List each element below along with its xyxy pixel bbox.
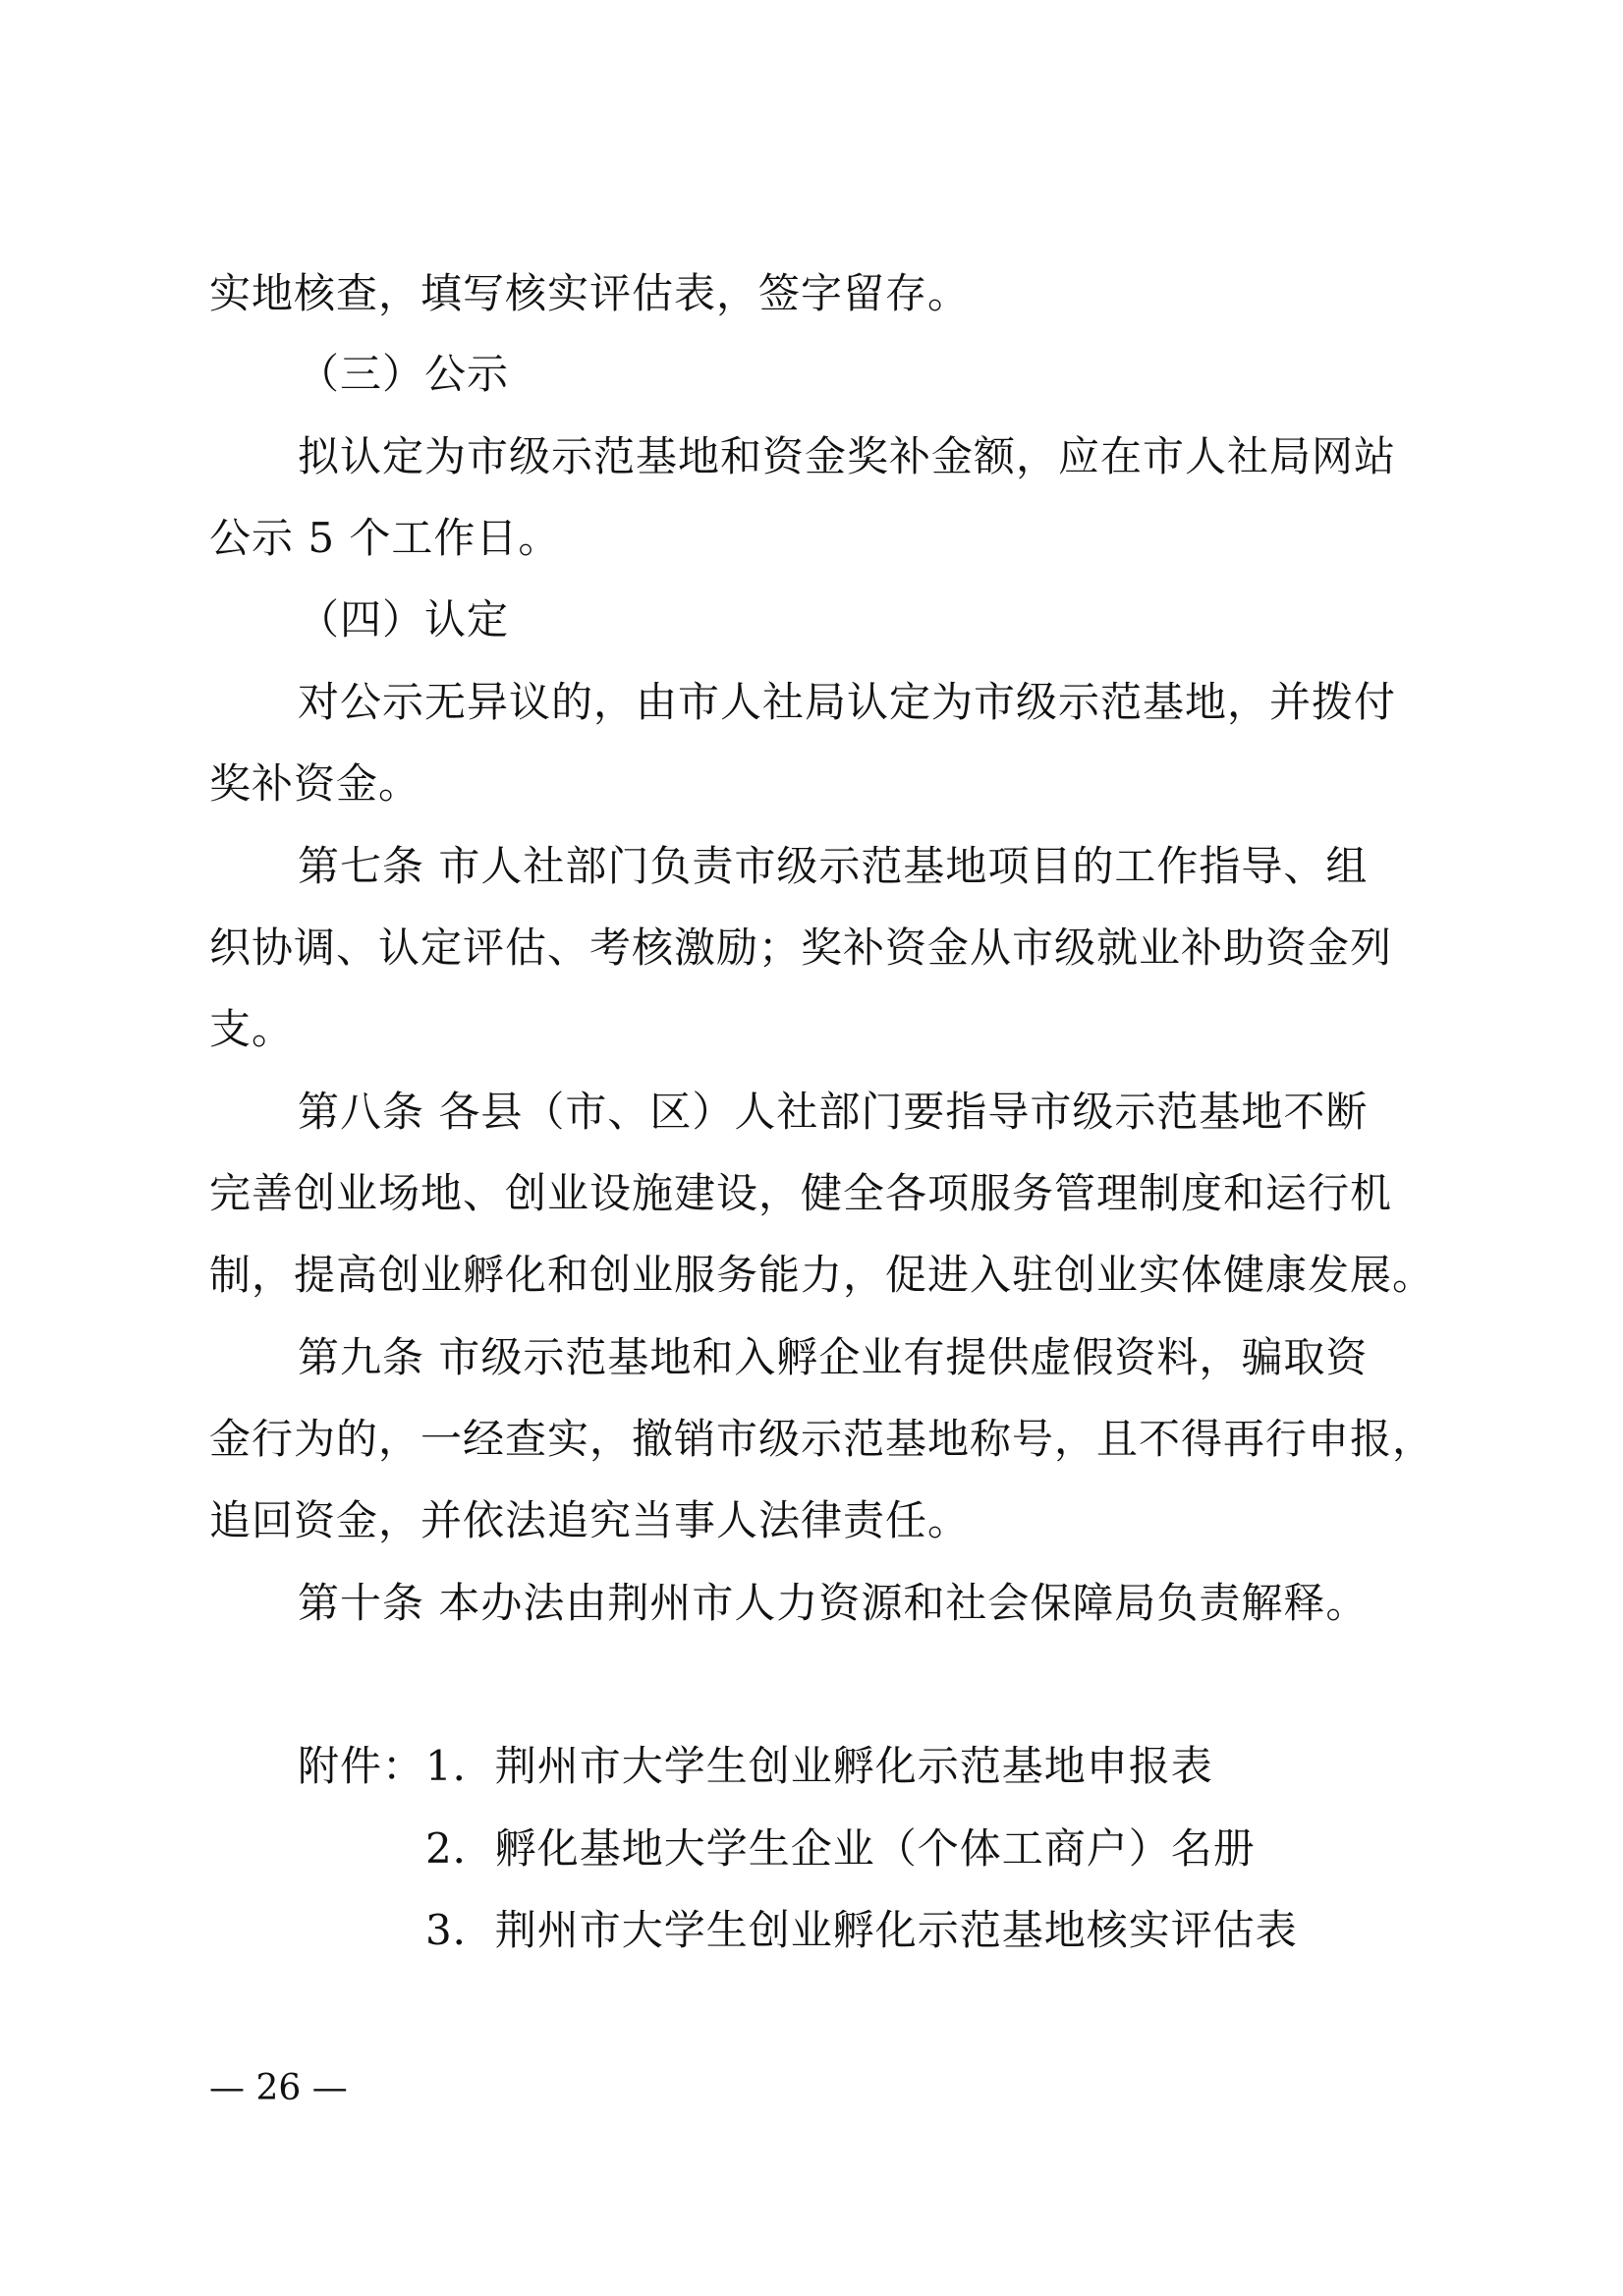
paragraph-line: 奖补资金。 [209, 759, 421, 808]
paragraph-line: 完善创业场地、创业设施建设，健全各项服务管理制度和运行机 [209, 1169, 1393, 1217]
attachment-item: 1．荆州市大学生创业孵化示范基地申报表 [425, 1742, 1213, 1790]
page-number: — 26 — [209, 2068, 348, 2108]
section-heading: （三）公示 [298, 350, 510, 398]
paragraph-line: 对公示无异议的，由市人社局认定为市级示范基地，并拨付 [298, 678, 1397, 726]
paragraph-line: 公示 5 个工作日。 [209, 514, 561, 562]
article-nine-line: 第九条 市级示范基地和入孵企业有提供虚假资料，骗取资 [298, 1333, 1369, 1381]
paragraph-line: 拟认定为市级示范基地和资金奖补金额，应在市人社局网站 [298, 432, 1397, 480]
attachment-item: 3．荆州市大学生创业孵化示范基地核实评估表 [425, 1906, 1298, 1954]
paragraph-line: 追回资金，并依法追究当事人法律责任。 [209, 1496, 971, 1544]
attachments-label: 附件： [298, 1742, 425, 1790]
article-seven-line: 第七条 市人社部门负责市级示范基地项目的工作指导、组 [298, 842, 1369, 890]
paragraph-line: 织协调、认定评估、考核激励；奖补资金从市级就业补助资金列 [209, 924, 1393, 972]
attachment-item: 2．孵化基地大学生企业（个体工商户）名册 [425, 1824, 1256, 1873]
article-ten-line: 第十条 本办法由荆州市人力资源和社会保障局负责解释。 [298, 1579, 1369, 1627]
section-heading: （四）认定 [298, 595, 510, 644]
paragraph-line: 金行为的，一经查实，撤销市级示范基地称号，且不得再行申报， [209, 1415, 1435, 1463]
paragraph-line: 实地核查，填写核实评估表，签字留存。 [209, 269, 971, 317]
paragraph-line: 制，提高创业孵化和创业服务能力，促进入驻创业实体健康发展。 [209, 1251, 1435, 1299]
paragraph-line: 支。 [209, 1005, 295, 1053]
article-eight-line: 第八条 各县（市、区）人社部门要指导市级示范基地不断 [298, 1088, 1369, 1136]
